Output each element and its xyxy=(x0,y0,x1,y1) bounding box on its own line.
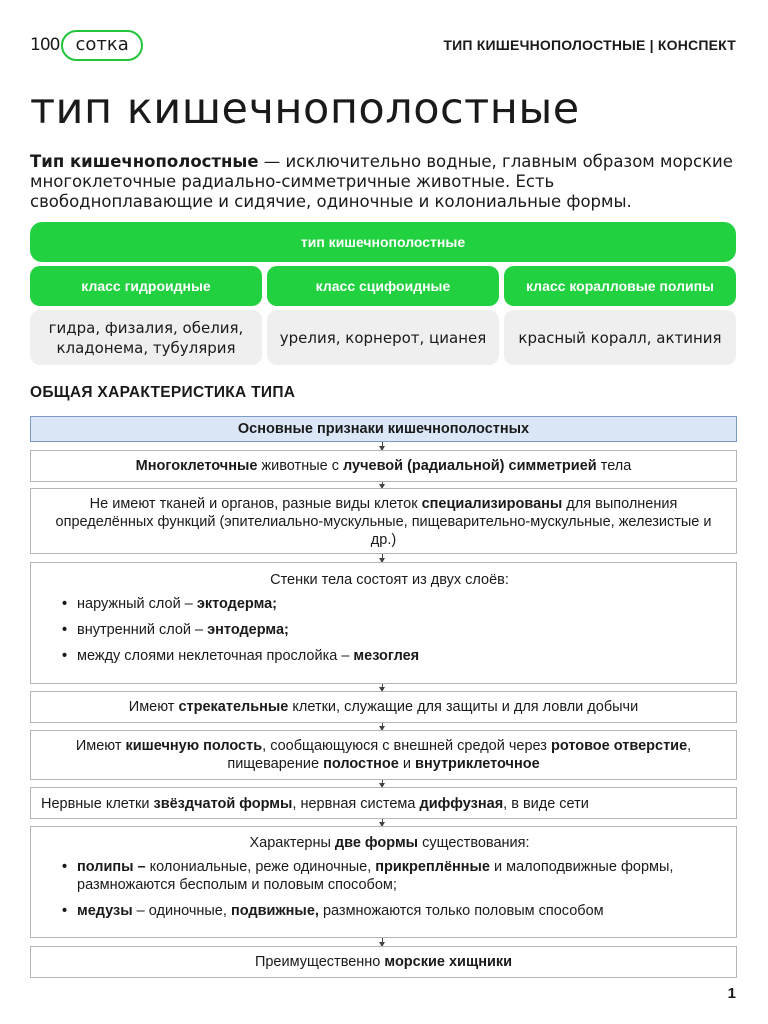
arrow xyxy=(382,684,383,691)
tree-root: тип кишечнополостные xyxy=(30,222,736,262)
feature-nervous: Нервные клетки звёздчатой формы, нервная система диффузная, в виде сети xyxy=(30,787,737,819)
arrow xyxy=(382,780,383,787)
class-coral: класс коралловые полипы xyxy=(504,266,736,306)
class-scyphoid: класс сцифоидные xyxy=(267,266,499,306)
intro-text: — исключительно водные, главным образом морские многоклеточные радиально-симметричные животные. Есть свободноплавающие и сидячие, одиночные и колониальные формы. xyxy=(30,152,733,211)
intro-term: Тип кишечнополостные xyxy=(30,152,259,171)
list-item: • между слоями неклеточная прослойка – мезоглея xyxy=(57,647,722,665)
intro-paragraph xyxy=(30,152,742,212)
examples-hydroid: гидра, физалия, обелия, кладонема, тубулярия xyxy=(30,310,262,365)
feature-layers xyxy=(30,562,737,684)
arrow xyxy=(382,819,383,826)
header-section-label: ТИП КИШЕЧНОПОЛОСТНЫЕ | КОНСПЕКТ xyxy=(443,37,736,53)
class-hydroid: класс гидроидные xyxy=(30,266,262,306)
list-item: • внутренний слой – энтодерма; xyxy=(57,621,722,639)
examples-scyphoid: урелия, корнерот, цианея xyxy=(267,310,499,365)
page-header xyxy=(30,28,736,62)
layers-lead: Стенки тела состоят из двух слоёв: xyxy=(270,572,509,588)
list-item: • медузы – одиночные, подвижные, размножаются только половым способом xyxy=(57,902,722,920)
section-title: ОБЩАЯ ХАРАКТЕРИСТИКА ТИПА xyxy=(30,384,296,401)
arrow xyxy=(382,442,383,450)
examples-row xyxy=(30,310,736,365)
class-row xyxy=(30,266,736,306)
feature-cavity: Имеют кишечную полость, сообщающуюся с внешней средой через ротовое отверстие, пищеварение полостное и внутриклеточное xyxy=(30,730,737,780)
feature-stinging: Имеют стрекательные клетки, служащие для защиты и для ловли добычи xyxy=(30,691,737,723)
feature-forms xyxy=(30,826,737,938)
page-title: тип кишечнополостные xyxy=(30,84,580,134)
features-head: Основные признаки кишечнополостных xyxy=(30,416,737,442)
examples-coral: красный коралл, актиния xyxy=(504,310,736,365)
arrow xyxy=(382,554,383,562)
list-item: • полипы – колониальные, реже одиночные, прикреплённые и малоподвижные формы, размножаются бесполым и половым способом; xyxy=(57,858,722,894)
page-number: 1 xyxy=(727,985,736,1002)
feature-cells: Не имеют тканей и органов, разные виды клеток специализированы для выполнения определённых функций (эпителиально-мускульные, пищеварительно-мускульные, железистые и др.) xyxy=(30,488,737,554)
feature-predators: Преимущественно морские хищники xyxy=(30,946,737,978)
logo-digits: 100 xyxy=(30,35,60,55)
logo-word: сотка xyxy=(61,30,142,61)
arrow xyxy=(382,938,383,946)
forms-lead: Характерны две формы существования: xyxy=(249,835,530,851)
logo[interactable] xyxy=(30,30,143,61)
arrow xyxy=(382,723,383,730)
feature-symmetry: Многоклеточные животные с лучевой (радиальной) симметрией тела xyxy=(30,450,737,482)
list-item: • наружный слой – эктодерма; xyxy=(57,595,722,613)
